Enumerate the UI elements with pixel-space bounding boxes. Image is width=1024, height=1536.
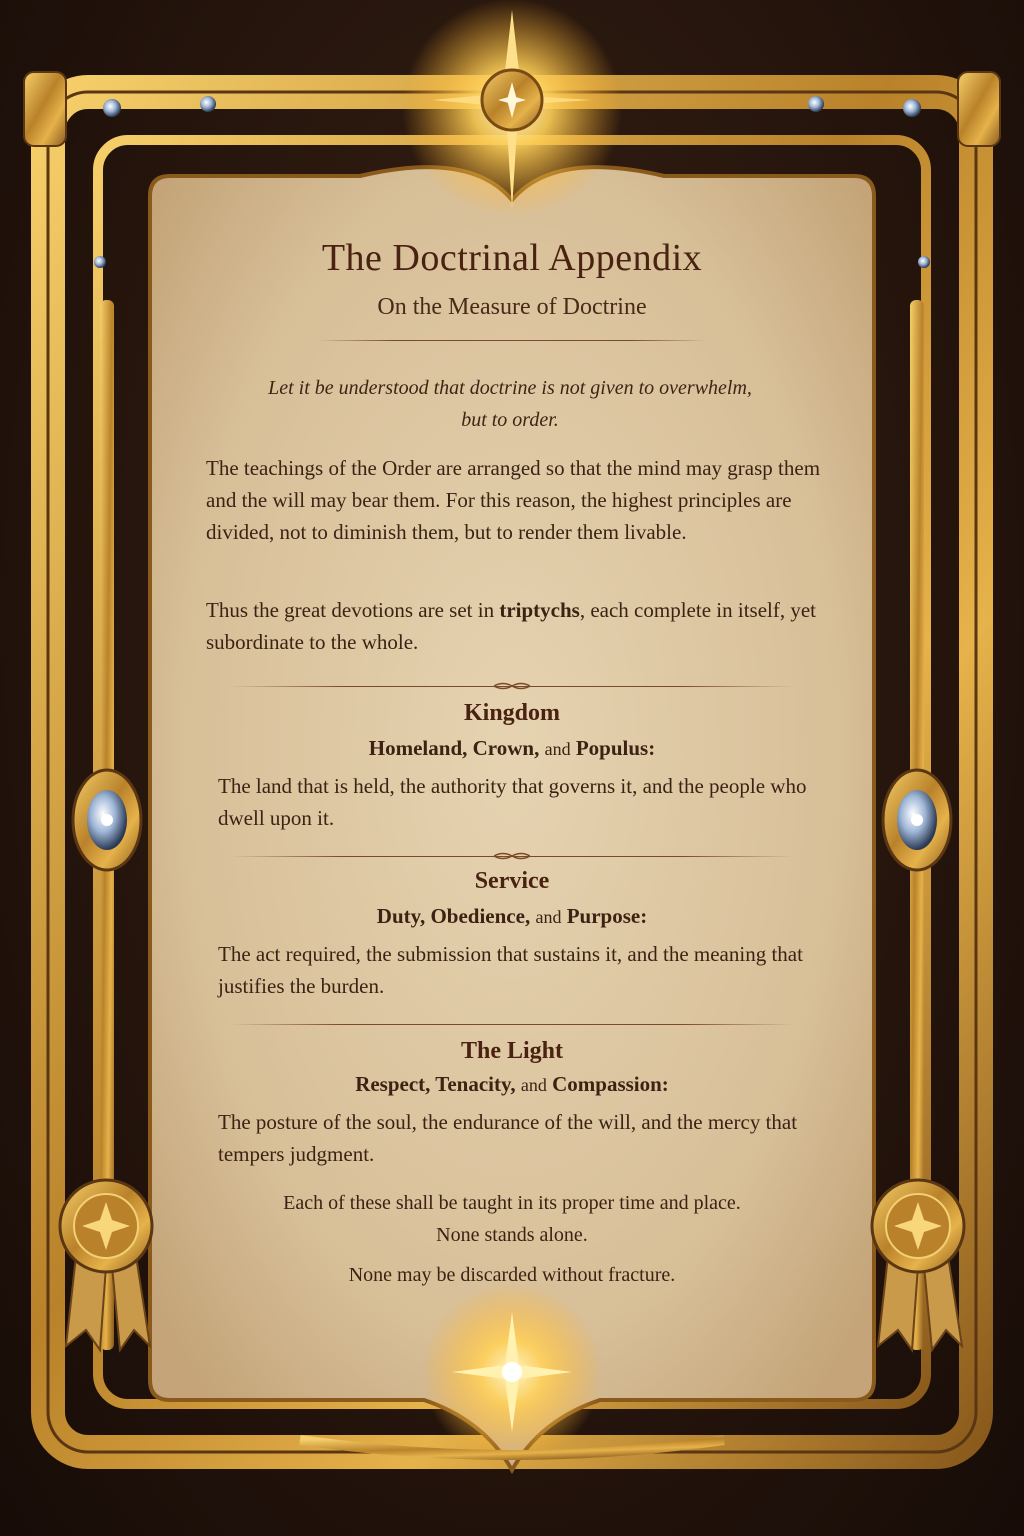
paragraph-2-emphasis: triptychs	[499, 598, 580, 622]
closing-line-3: None may be discarded without fracture.	[348, 1264, 676, 1286]
page-subtitle: On the Measure of Doctrine	[377, 294, 647, 320]
section-subtitle-conjunction: and	[544, 739, 571, 759]
paragraph-2-text: , each complete in itself, yet subordinate to the whole.	[206, 598, 817, 654]
section-title-kingdom: Kingdom	[463, 700, 561, 726]
divider	[230, 856, 794, 857]
closing-line-2: None stands alone.	[436, 1224, 588, 1246]
page-title: The Doctrinal Appendix	[321, 237, 703, 279]
section-subtitle-text: Duty, Obedience,	[376, 904, 531, 928]
document-body	[150, 0, 874, 1536]
paragraph-1: The teachings of the Order are arranged so that the mind may grasp them and the will may bear them. For this reason, the highest principles are divided, not to diminish them, but to render them livable.	[206, 456, 821, 544]
divider	[230, 686, 794, 687]
knot-ornament-icon	[494, 681, 530, 691]
section-subtitle-conjunction: and	[520, 1075, 547, 1095]
section-subtitle-text: Respect, Tenacity,	[355, 1072, 516, 1096]
gem-icon	[103, 99, 121, 117]
knot-ornament-icon	[494, 851, 530, 861]
section-body-kingdom: The land that is held, the authority that governs it, and the people who dwell upon it.	[218, 774, 807, 830]
divider	[230, 1024, 794, 1025]
section-subtitle-text: Homeland, Crown,	[368, 736, 540, 760]
gem-icon	[903, 99, 921, 117]
section-title-the-light: The Light	[460, 1038, 564, 1064]
section-subtitle-conjunction: and	[535, 907, 562, 927]
gem-icon	[918, 256, 930, 268]
section-subtitle-kingdom	[150, 736, 874, 761]
paragraph-2	[206, 594, 846, 658]
divider	[316, 340, 708, 341]
section-subtitle-text: Populus:	[575, 736, 656, 760]
intro-text	[190, 372, 830, 436]
section-subtitle-service	[150, 904, 874, 929]
section-title-service: Service	[474, 868, 550, 894]
section-subtitle-text: Compassion:	[552, 1072, 669, 1096]
section-subtitle-text: Purpose:	[566, 904, 648, 928]
section-subtitle-the-light	[150, 1072, 874, 1097]
gem-icon	[94, 256, 106, 268]
section-body-the-light: The posture of the soul, the endurance of the will, and the mercy that tempers judgment.	[218, 1110, 798, 1166]
closing-line-1: Each of these shall be taught in its proper time and place.	[283, 1192, 741, 1214]
paragraph-2-text: Thus the great devotions are set in	[206, 598, 500, 622]
intro-line: Let it be understood that doctrine is not given to overwhelm,	[268, 377, 752, 399]
section-body-service: The act required, the submission that sustains it, and the meaning that justifies the burden.	[218, 942, 803, 998]
intro-line: but to order.	[461, 409, 559, 431]
